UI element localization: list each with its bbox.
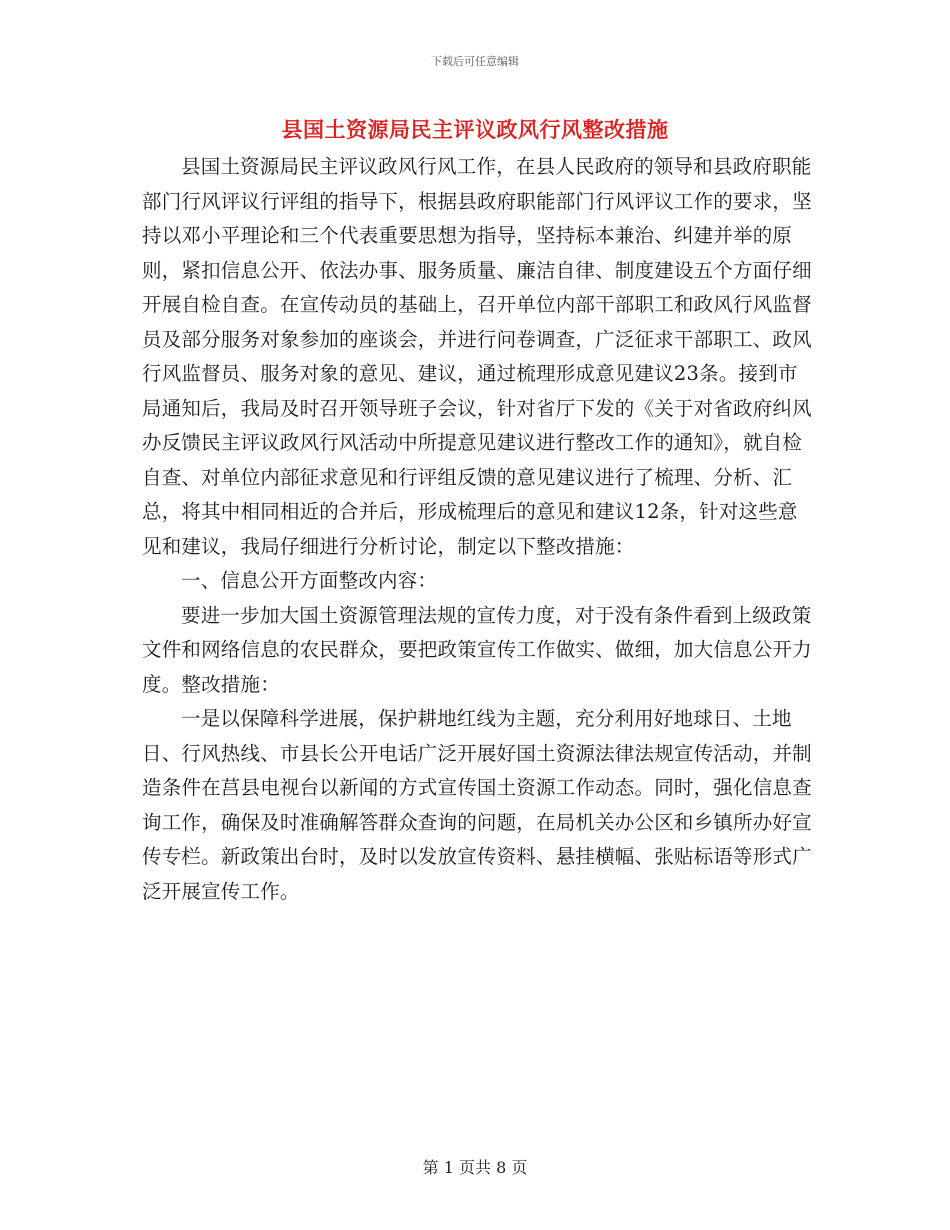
document-body — [142, 150, 812, 909]
paragraph-measure-1: 一是以保障科学进展，保护耕地红线为主题，充分利用好地球日、土地日、行风热线、市县长公开电话广泛开展好国土资源法律法规宣传活动，并制造条件在莒县电视台以新闻的方式宣传国土资源工作动态。同时，强化信息查询工作，确保及时准确解答群众查询的问题，在局机关办公区和乡镇所办好宣传专栏。新政策出台时，及时以发放宣传资料、悬挂横幅、张贴标语等形式广泛开展宣传工作。 — [142, 707, 812, 903]
document-title: 县国土资源局民主评议政风行风整改措施 — [281, 117, 669, 142]
page-number: 第 1 页共 8 页 — [422, 1158, 528, 1177]
header-note: 下载后可任意编辑 — [431, 55, 519, 68]
section-heading-info-disclosure: 一、信息公开方面整改内容： — [181, 569, 438, 592]
paragraph-intro: 县国土资源局民主评议政风行风工作，在县人民政府的领导和县政府职能部门行风评议行评组的指导下，根据县政府职能部门行风评议工作的要求，坚持以邓小平理论和三个代表重要思想为指导，坚持标本兼治、纠建并举的原则，紧扣信息公开、依法办事、服务质量、廉洁自律、制度建设五个方面仔细开展自检自查。在宣传动员的基础上，召开单位内部干部职工和政风行风监督员及部分服务对象参加的座谈会，并进行问卷调查，广泛征求干部职工、政风行风监督员、服务对象的意见、建议，通过梳理形成意见建议23条。接到市局通知后，我局及时召开领导班子会议，针对省厅下发的《关于对省政府纠风办反馈民主评议政风行风活动中所提意见建议进行整改工作的通知》，就自检自查、对单位内部征求意见和行评组反馈的意见建议进行了梳理、分析、汇总，将其中相同相近的合并后，形成梳理后的意见和建议12条，针对这些意见和建议，我局仔细进行分析讨论，制定以下整改措施： — [142, 155, 812, 558]
paragraph-requirement: 要进一步加大国土资源管理法规的宣传力度，对于没有条件看到上级政策文件和网络信息的农民群众，要把政策宣传工作做实、做细，加大信息公开力度。整改措施： — [142, 603, 812, 696]
